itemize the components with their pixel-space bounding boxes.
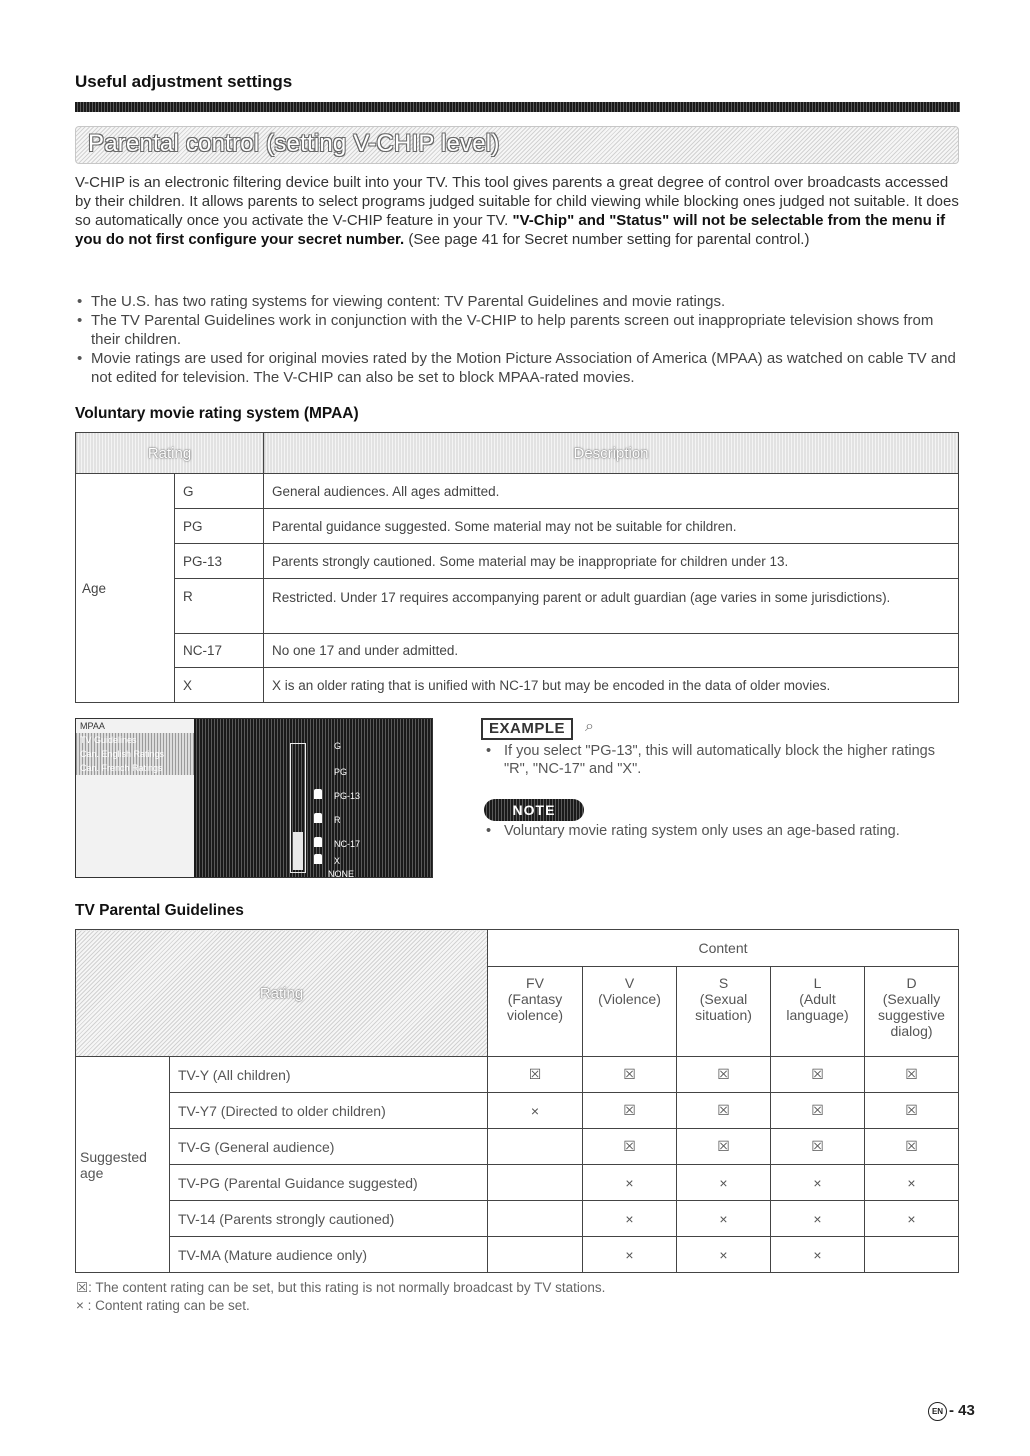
content-column-v <box>583 967 677 1057</box>
vchip-menu-screenshot <box>75 718 433 878</box>
intro-paragraph <box>75 173 960 249</box>
content-code: V <box>624 975 635 991</box>
page-number <box>928 1402 975 1421</box>
magnifier-icon: ⌕ <box>585 718 594 735</box>
mark-cell <box>865 1237 959 1273</box>
rating-cell: TV-G (General audience) <box>170 1129 488 1165</box>
mark-cell: × <box>771 1165 865 1201</box>
rating-column-header: Rating <box>76 930 488 1057</box>
example-text <box>486 742 956 778</box>
mark-cell: ☒ <box>583 1129 677 1165</box>
note-badge: NOTE <box>484 799 584 821</box>
osd-level-label: X <box>334 856 341 866</box>
section-header: Useful adjustment settings <box>75 72 293 91</box>
osd-menu-item: Can. English Ratings <box>76 747 194 761</box>
lock-icon <box>314 837 322 847</box>
table-row <box>76 668 959 703</box>
lock-icon <box>314 813 322 823</box>
content-desc: (Sexually <box>882 991 941 1007</box>
description-cell: No one 17 and under admitted. <box>264 634 959 668</box>
mark-cell: ☒ <box>865 1057 959 1093</box>
mark-cell: × <box>583 1165 677 1201</box>
suggested-age-cell <box>76 1057 170 1273</box>
table-row <box>76 1201 959 1237</box>
table-row <box>76 544 959 579</box>
rating-cell: TV-MA (Mature audience only) <box>170 1237 488 1273</box>
page-number-value: - 43 <box>949 1402 975 1419</box>
mark-cell: ☒ <box>677 1057 771 1093</box>
intro-reference: (See page 41 for Secret number setting for parental control.) <box>404 231 810 248</box>
rating-cell: PG <box>175 509 264 544</box>
mark-cell <box>488 1129 583 1165</box>
section-banner <box>75 126 959 164</box>
osd-level-label: PG-13 <box>334 791 361 801</box>
info-bullets <box>75 292 960 387</box>
content-desc: situation) <box>695 1007 752 1023</box>
table-header-row <box>76 930 959 967</box>
content-code: FV <box>526 975 544 991</box>
content-column-d <box>865 967 959 1057</box>
osd-level-label: R <box>334 815 341 825</box>
lock-icon <box>314 854 322 864</box>
list-item: • Movie ratings are used for original movies rated by the Motion Picture Association of America (MPAA) as watched on cable TV and not edited for television. The V-CHIP can also be set to block MPAA-rated movies. <box>75 349 960 387</box>
rating-cell: PG-13 <box>175 544 264 579</box>
table-row <box>76 1093 959 1129</box>
mark-cell: ☒ <box>865 1093 959 1129</box>
example-box <box>481 718 594 740</box>
note-text <box>486 822 956 840</box>
description-cell: X is an older rating that is unified with NC-17 but may be encoded in the data of older movies. <box>264 668 959 703</box>
mark-cell <box>488 1237 583 1273</box>
table-row <box>76 1129 959 1165</box>
content-code: S <box>718 975 729 991</box>
description-cell: Parents strongly cautioned. Some material may be inappropriate for children under 13. <box>264 544 959 579</box>
content-desc: language) <box>786 1007 849 1023</box>
table-row <box>76 1237 959 1273</box>
mark-cell: ☒ <box>583 1057 677 1093</box>
mark-cell <box>488 1201 583 1237</box>
header-rule <box>75 102 960 112</box>
description-column-header: Description <box>264 433 959 474</box>
mark-cell: × <box>583 1237 677 1273</box>
table-row <box>76 1165 959 1201</box>
content-desc: (Adult <box>799 991 836 1007</box>
mark-cell: ☒ <box>488 1057 583 1093</box>
list-item: • The U.S. has two rating systems for viewing content: TV Parental Guidelines and movie ratings. <box>75 292 960 311</box>
legend-note-boxed: ☒: The content rating can be set, but this rating is not normally broadcast by TV stations. <box>76 1280 606 1295</box>
mark-cell: ☒ <box>865 1129 959 1165</box>
osd-rating-slider <box>290 743 306 873</box>
note-text-content: • Voluntary movie rating system only uses an age-based rating. <box>504 823 900 839</box>
rating-cell: R <box>175 579 264 634</box>
intro-text: V-CHIP is an electronic filtering device built into your TV. This tool gives parents a great degree of control over broadcasts accessed by their children. It allows parents to select programs judged suitable for child viewing while blocking ones judged not suitable. It does so automatically once you activate the V-CHIP feature in your TV. <box>75 174 959 229</box>
rating-cell: TV-14 (Parents strongly cautioned) <box>170 1201 488 1237</box>
age-group-cell: Age <box>76 474 175 703</box>
lock-icon <box>314 789 322 799</box>
content-desc: violence) <box>506 1007 564 1023</box>
mark-cell: × <box>677 1165 771 1201</box>
mark-cell: × <box>771 1201 865 1237</box>
osd-level-label: NC-17 <box>334 839 361 849</box>
description-cell: Parental guidance suggested. Some material may not be suitable for children. <box>264 509 959 544</box>
mark-cell: ☒ <box>771 1129 865 1165</box>
rating-column-header: Rating <box>76 433 264 474</box>
rating-cell: TV-PG (Parental Guidance suggested) <box>170 1165 488 1201</box>
osd-side-menu <box>76 719 194 877</box>
description-cell: General audiences. All ages admitted. <box>264 474 959 509</box>
mark-cell: × <box>488 1093 583 1129</box>
content-desc: (Fantasy <box>507 991 563 1007</box>
content-desc: (Sexual <box>699 991 748 1007</box>
osd-menu-item: MPAA <box>80 721 105 731</box>
osd-menu-item: TV Guidelines <box>76 733 194 747</box>
rating-cell: TV-Y (All children) <box>170 1057 488 1093</box>
content-desc: dialog) <box>890 1023 933 1039</box>
list-item: • The TV Parental Guidelines work in conjunction with the V-CHIP to help parents screen out inappropriate television shows from their children. <box>75 311 960 349</box>
rating-cell: TV-Y7 (Directed to older children) <box>170 1093 488 1129</box>
content-code: D <box>906 975 917 991</box>
mark-cell: × <box>677 1237 771 1273</box>
content-column-header: Content <box>488 930 959 967</box>
mark-cell: × <box>677 1201 771 1237</box>
rating-cell: X <box>175 668 264 703</box>
osd-level-label: PG <box>334 767 348 777</box>
mpaa-table <box>75 432 959 703</box>
rating-cell: G <box>175 474 264 509</box>
table-row <box>76 634 959 668</box>
example-text-content: • If you select "PG-13", this will automatically block the higher ratings "R", "NC-17" and "X". <box>504 743 935 777</box>
tvpg-heading: TV Parental Guidelines <box>75 902 244 919</box>
content-desc: suggestive <box>878 1007 945 1023</box>
intro-warning: "V-Chip" and "Status" will not be selectable from the menu if you do not first configure your secret number. <box>75 212 946 248</box>
mark-cell: ☒ <box>771 1057 865 1093</box>
rating-cell: NC-17 <box>175 634 264 668</box>
banner-title: Parental control (setting V-CHIP level) <box>88 130 500 157</box>
legend-note-cross: × : Content rating can be set. <box>76 1298 250 1313</box>
table-row <box>76 579 959 634</box>
mark-cell: ☒ <box>677 1093 771 1129</box>
mark-cell: × <box>865 1201 959 1237</box>
table-row <box>76 1057 959 1093</box>
example-label: EXAMPLE <box>481 718 573 740</box>
osd-level-label: NONE <box>328 869 355 878</box>
osd-screen <box>194 719 432 877</box>
mark-cell: ☒ <box>771 1093 865 1129</box>
content-column-l <box>771 967 865 1057</box>
group-label: age <box>80 1164 104 1181</box>
content-column-fv <box>488 967 583 1057</box>
table-header-row <box>76 433 959 474</box>
description-cell: Restricted. Under 17 requires accompanying parent or adult guardian (age varies in some jurisdictions). <box>264 579 959 634</box>
content-code: L <box>813 975 822 991</box>
table-row <box>76 474 959 509</box>
osd-slider-fill <box>293 832 303 870</box>
mark-cell: ☒ <box>677 1129 771 1165</box>
mark-cell: ☒ <box>583 1093 677 1129</box>
tv-guidelines-table <box>75 929 959 1273</box>
mark-cell: × <box>583 1201 677 1237</box>
table-row <box>76 509 959 544</box>
mark-cell: × <box>771 1237 865 1273</box>
osd-level-label: G <box>334 741 342 751</box>
language-badge-icon: EN <box>928 1402 947 1421</box>
content-column-s <box>677 967 771 1057</box>
mpaa-heading: Voluntary movie rating system (MPAA) <box>75 405 359 422</box>
osd-menu-item: Can. French Ratings <box>76 761 194 775</box>
mark-cell: × <box>865 1165 959 1201</box>
content-desc: (Violence) <box>598 991 661 1007</box>
group-label: Suggested <box>80 1148 147 1165</box>
mark-cell <box>488 1165 583 1201</box>
